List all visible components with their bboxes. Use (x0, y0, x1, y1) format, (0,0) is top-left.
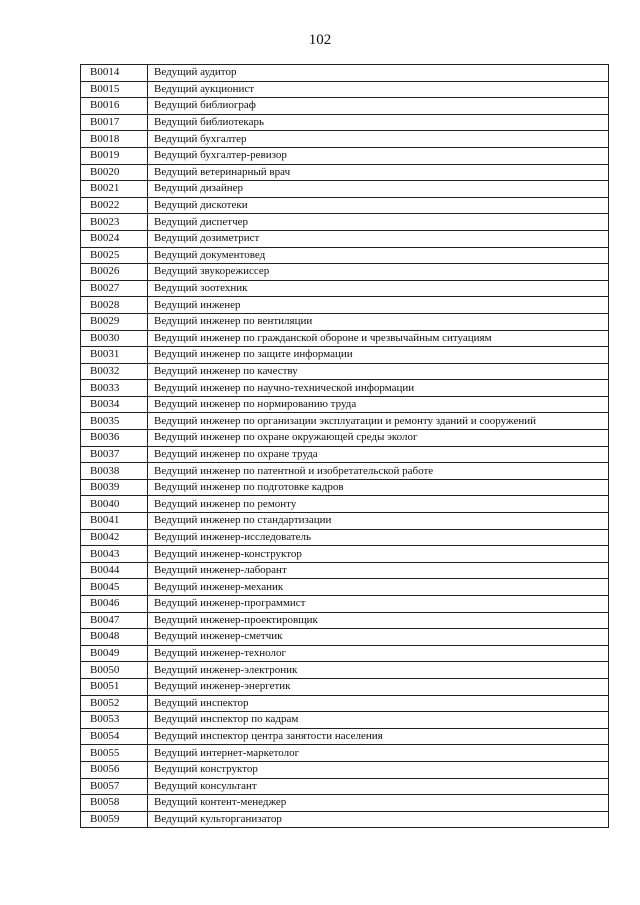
occupation-title: Ведущий инженер-конструктор (148, 546, 609, 563)
table-row (81, 380, 609, 397)
occupation-title: Ведущий контент-менеджер (148, 795, 609, 812)
occupation-title: Ведущий инженер по нормированию труда (148, 396, 609, 413)
occupation-title: Ведущий культорганизатор (148, 811, 609, 828)
occupation-title: Ведущий инженер-электроник (148, 662, 609, 679)
table-row (81, 81, 609, 98)
occupation-title: Ведущий инженер по патентной и изобретательской работе (148, 463, 609, 480)
table-row (81, 745, 609, 762)
occupation-code: B0031 (81, 347, 148, 364)
occupation-code: B0038 (81, 463, 148, 480)
table-row (81, 330, 609, 347)
occupation-code: B0034 (81, 396, 148, 413)
occupation-code: B0043 (81, 546, 148, 563)
table-row (81, 114, 609, 131)
table-row (81, 147, 609, 164)
occupation-title: Ведущий аукционист (148, 81, 609, 98)
occupation-code: B0050 (81, 662, 148, 679)
table-row (81, 562, 609, 579)
occupation-code: B0040 (81, 496, 148, 513)
occupation-title: Ведущий конструктор (148, 761, 609, 778)
occupation-title: Ведущий дозиметрист (148, 230, 609, 247)
occupation-title: Ведущий ветеринарный врач (148, 164, 609, 181)
occupation-title: Ведущий инженер-сметчик (148, 629, 609, 646)
occupation-code: B0016 (81, 98, 148, 115)
occupation-table-body (81, 65, 609, 828)
table-row (81, 247, 609, 264)
occupation-table (80, 64, 609, 828)
occupation-code: B0045 (81, 579, 148, 596)
table-row (81, 197, 609, 214)
occupation-code: B0021 (81, 181, 148, 198)
occupation-code: B0023 (81, 214, 148, 231)
occupation-code: B0032 (81, 363, 148, 380)
occupation-title: Ведущий инженер (148, 297, 609, 314)
occupation-code: B0029 (81, 313, 148, 330)
table-row (81, 695, 609, 712)
table-row (81, 811, 609, 828)
table-row (81, 579, 609, 596)
table-row (81, 363, 609, 380)
occupation-title: Ведущий инженер по защите информации (148, 347, 609, 364)
occupation-title: Ведущий инженер-энергетик (148, 678, 609, 695)
occupation-code: B0024 (81, 230, 148, 247)
table-row (81, 164, 609, 181)
table-row (81, 65, 609, 82)
occupation-title: Ведущий инженер-механик (148, 579, 609, 596)
occupation-title: Ведущий библиотекарь (148, 114, 609, 131)
occupation-title: Ведущий бухгалтер (148, 131, 609, 148)
occupation-code: B0015 (81, 81, 148, 98)
table-row (81, 513, 609, 530)
table-row (81, 214, 609, 231)
occupation-code: B0025 (81, 247, 148, 264)
table-row (81, 678, 609, 695)
table-row (81, 795, 609, 812)
occupation-title: Ведущий инженер-проектировщик (148, 612, 609, 629)
table-row (81, 181, 609, 198)
occupation-title: Ведущий интернет-маркетолог (148, 745, 609, 762)
occupation-code: B0051 (81, 678, 148, 695)
table-row (81, 347, 609, 364)
occupation-code: B0033 (81, 380, 148, 397)
occupation-code: B0047 (81, 612, 148, 629)
occupation-title: Ведущий инженер-программист (148, 596, 609, 613)
table-row (81, 98, 609, 115)
table-row (81, 396, 609, 413)
table-row (81, 463, 609, 480)
occupation-code: B0059 (81, 811, 148, 828)
occupation-code: B0028 (81, 297, 148, 314)
table-row (81, 728, 609, 745)
occupation-title: Ведущий инженер по ремонту (148, 496, 609, 513)
occupation-code: B0037 (81, 446, 148, 463)
occupation-title: Ведущий инженер по стандартизации (148, 513, 609, 530)
occupation-title: Ведущий дискотеки (148, 197, 609, 214)
occupation-title: Ведущий инспектор центра занятости населения (148, 728, 609, 745)
table-row (81, 778, 609, 795)
table-row (81, 430, 609, 447)
occupation-code: B0058 (81, 795, 148, 812)
occupation-title: Ведущий инженер по подготовке кадров (148, 479, 609, 496)
occupation-title: Ведущий бухгалтер-ревизор (148, 147, 609, 164)
occupation-code: B0049 (81, 645, 148, 662)
table-row (81, 546, 609, 563)
page-number: 102 (308, 32, 332, 48)
occupation-title: Ведущий библиограф (148, 98, 609, 115)
table-row (81, 446, 609, 463)
occupation-title: Ведущий инженер по гражданской обороне и чрезвычайным ситуациям (148, 330, 609, 347)
occupation-title: Ведущий аудитор (148, 65, 609, 82)
occupation-code: B0039 (81, 479, 148, 496)
occupation-code: B0048 (81, 629, 148, 646)
occupation-code: B0018 (81, 131, 148, 148)
table-row (81, 761, 609, 778)
occupation-code: B0044 (81, 562, 148, 579)
occupation-title: Ведущий инженер-исследователь (148, 529, 609, 546)
table-row (81, 280, 609, 297)
table-row (81, 479, 609, 496)
occupation-code: B0042 (81, 529, 148, 546)
occupation-title: Ведущий зоотехник (148, 280, 609, 297)
table-row (81, 313, 609, 330)
occupation-code: B0055 (81, 745, 148, 762)
table-row (81, 230, 609, 247)
occupation-title: Ведущий инженер по организации эксплуатации и ремонту зданий и сооружений (148, 413, 609, 430)
table-row (81, 612, 609, 629)
occupation-title: Ведущий инженер по охране окружающей среды эколог (148, 430, 609, 447)
occupation-title: Ведущий инспектор (148, 695, 609, 712)
table-row (81, 413, 609, 430)
table-row (81, 629, 609, 646)
occupation-code: B0026 (81, 264, 148, 281)
table-row (81, 131, 609, 148)
occupation-title: Ведущий инженер по качеству (148, 363, 609, 380)
occupation-code: B0052 (81, 695, 148, 712)
occupation-title: Ведущий инженер по научно-технической информации (148, 380, 609, 397)
occupation-title: Ведущий документовед (148, 247, 609, 264)
table-row (81, 712, 609, 729)
table-row (81, 645, 609, 662)
occupation-code: B0053 (81, 712, 148, 729)
occupation-title: Ведущий инженер по вентиляции (148, 313, 609, 330)
occupation-code: B0027 (81, 280, 148, 297)
occupation-code: B0054 (81, 728, 148, 745)
occupation-title: Ведущий инспектор по кадрам (148, 712, 609, 729)
table-row (81, 662, 609, 679)
occupation-title: Ведущий диспетчер (148, 214, 609, 231)
occupation-code: B0030 (81, 330, 148, 347)
table-row (81, 596, 609, 613)
table-row (81, 496, 609, 513)
occupation-code: B0017 (81, 114, 148, 131)
table-row (81, 297, 609, 314)
occupation-title: Ведущий дизайнер (148, 181, 609, 198)
occupation-title: Ведущий инженер по охране труда (148, 446, 609, 463)
occupation-code: B0020 (81, 164, 148, 181)
occupation-title: Ведущий инженер-технолог (148, 645, 609, 662)
occupation-code: B0036 (81, 430, 148, 447)
occupation-code: B0022 (81, 197, 148, 214)
table-row (81, 529, 609, 546)
table-row (81, 264, 609, 281)
occupation-title: Ведущий консультант (148, 778, 609, 795)
occupation-code: B0019 (81, 147, 148, 164)
occupation-code: B0014 (81, 65, 148, 82)
occupation-code: B0035 (81, 413, 148, 430)
occupation-code: B0041 (81, 513, 148, 530)
occupation-code: B0046 (81, 596, 148, 613)
occupation-title: Ведущий звукорежиссер (148, 264, 609, 281)
occupation-title: Ведущий инженер-лаборант (148, 562, 609, 579)
occupation-code: B0056 (81, 761, 148, 778)
occupation-code: B0057 (81, 778, 148, 795)
